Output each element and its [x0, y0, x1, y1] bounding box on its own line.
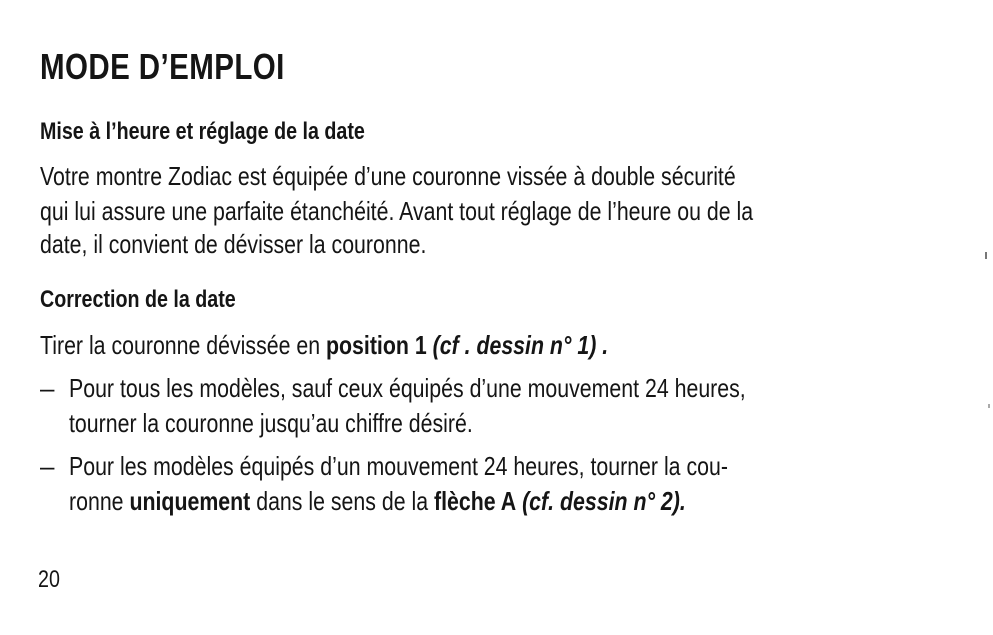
paragraph-line — [40, 196, 910, 227]
intro-line — [40, 330, 733, 361]
paragraph-line-text: Votre montre Zodiac est équipée d’une couronne vissée à double sécurité — [40, 161, 736, 191]
page-title-text: MODE D’EMPLOI — [40, 46, 285, 87]
list-dash: – — [40, 451, 55, 481]
section-heading-time-date — [40, 118, 436, 146]
list-item-line — [69, 486, 821, 517]
paragraph-line-text: date, il convient de dévisser la couronne. — [40, 229, 427, 259]
list-item-line — [69, 373, 894, 404]
intro-italic-reference: (cf . dessin n° 1) . — [432, 330, 609, 360]
paragraph-line — [40, 229, 511, 260]
scan-speck — [985, 252, 987, 259]
list-item-text: dans le sens de la — [250, 486, 435, 516]
list-item-italic-reference: (cf. dessin n° 2). — [516, 486, 686, 516]
list-item-text: ronne — [69, 486, 130, 516]
intro-text: Tirer la couronne dévissée en — [40, 330, 327, 360]
page-number — [38, 566, 65, 594]
paragraph-line-text: qui lui assure une parfaite étanchéité. Avant tout réglage de l’heure ou de la — [40, 196, 754, 226]
scan-speck — [988, 404, 990, 408]
section-heading-time-date-text: Mise à l’heure et réglage de la date — [40, 118, 365, 145]
list-item-line — [69, 408, 561, 439]
list-item-line-text: tourner la couronne jusqu’au chiffre désiré. — [69, 408, 473, 438]
list-item-bold-uniquement: uniquement — [129, 486, 251, 516]
list-item-bold-fleche: flèche A — [434, 486, 517, 516]
section-heading-date-correction-text: Correction de la date — [40, 286, 236, 313]
intro-line-text — [40, 330, 608, 361]
page-number-text: 20 — [38, 566, 60, 593]
list-item-line-text: Pour tous les modèles, sauf ceux équipés d’une mouvement 24 heures, — [69, 373, 746, 403]
list-item-line-text: Pour les modèles équipés d’un mouvement 24 heures, tourner la cou- — [69, 451, 728, 481]
list-item-line-text — [69, 486, 686, 517]
list-item-line — [69, 451, 873, 482]
page-title — [40, 46, 339, 88]
intro-bold-position: position 1 — [326, 330, 427, 360]
paragraph-line — [40, 161, 888, 192]
list-dash: – — [40, 373, 55, 403]
section-heading-date-correction — [40, 286, 279, 314]
